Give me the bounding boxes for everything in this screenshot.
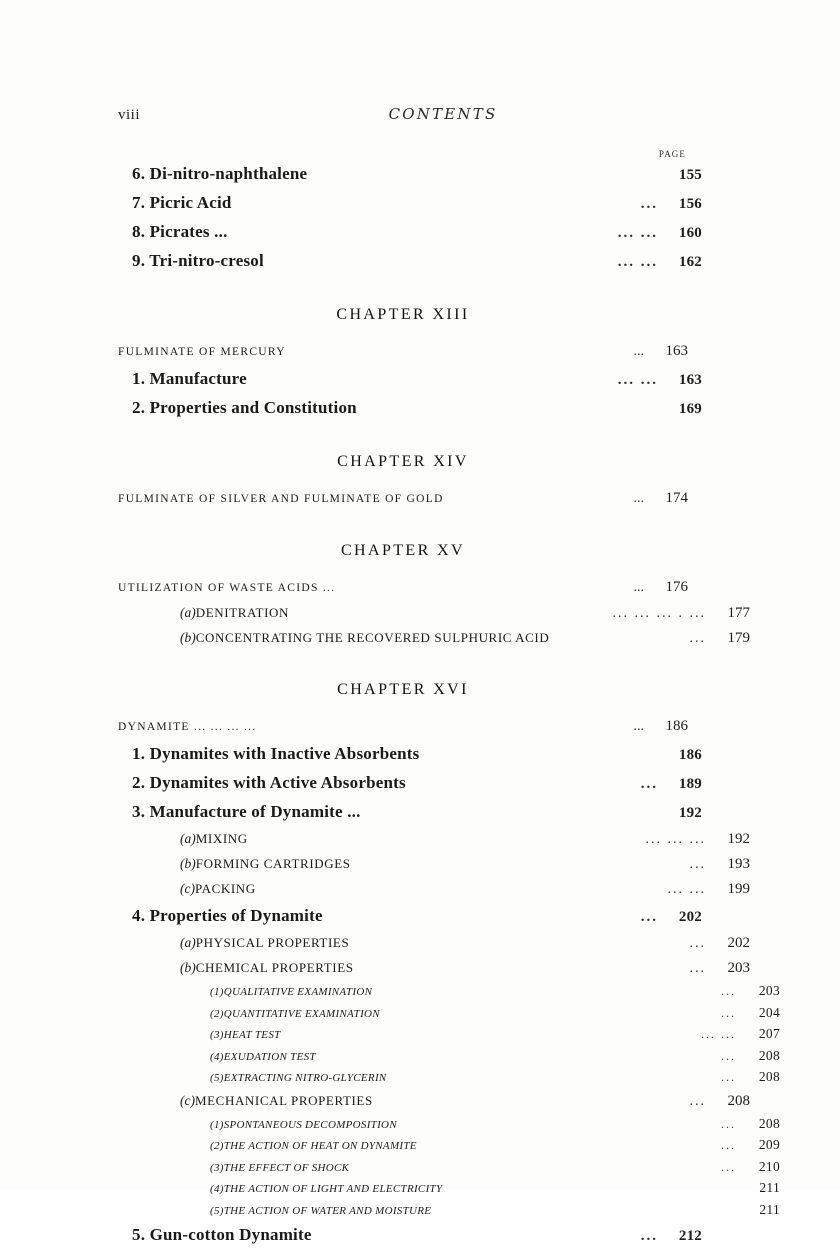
toc-page-number: 163 — [665, 343, 688, 359]
toc-leader-dots: ... — [640, 909, 658, 925]
toc-entry-label: CHEMICAL PROPERTIES — [195, 960, 354, 975]
running-head — [118, 105, 688, 127]
toc-entry-prefix: (5) — [210, 1072, 224, 1084]
toc-page-number: 156 — [678, 196, 702, 212]
toc-entry-label: CONCENTRATING THE RECOVERED SULPHURIC ACID — [195, 630, 550, 645]
toc-page-number: 211 — [759, 1180, 780, 1195]
toc-leader-dots: ... ... ... — [645, 832, 706, 847]
toc-entry-label: 6. Di-nitro-naphthalene — [132, 164, 308, 183]
toc-leader-dots: ... — [640, 196, 658, 212]
toc-leader-dots: ... — [721, 1070, 736, 1084]
toc-page-number: 179 — [727, 630, 750, 646]
toc-entry[interactable] — [118, 485, 688, 512]
toc-page-number: 163 — [678, 372, 702, 388]
toc-page-number: 186 — [665, 718, 688, 734]
toc-entry[interactable] — [118, 1135, 780, 1157]
toc-page-number: 162 — [678, 254, 702, 270]
toc-entry[interactable] — [118, 1157, 780, 1179]
toc-page-number: 199 — [727, 881, 750, 897]
toc-entry-prefix: (b) — [180, 856, 196, 871]
toc-entry-label: 7. Picric Acid — [132, 193, 232, 212]
toc-page-number: 177 — [727, 605, 750, 621]
toc-entry[interactable] — [118, 1046, 780, 1068]
toc-leader-dots: ... — [689, 857, 706, 872]
table-of-contents — [118, 160, 780, 1250]
toc-entry[interactable] — [118, 769, 702, 798]
toc-leader-dots: ... — [721, 1138, 736, 1152]
toc-page-number: 203 — [758, 983, 780, 998]
toc-entry[interactable] — [118, 189, 702, 218]
toc-entry[interactable] — [118, 218, 702, 247]
toc-leader-dots: ... — [689, 936, 706, 951]
toc-entry[interactable] — [118, 1003, 780, 1025]
toc-entry[interactable] — [118, 956, 750, 981]
toc-entry-label: THE ACTION OF WATER AND MOISTURE — [223, 1204, 432, 1217]
toc-entry-label: QUALITATIVE EXAMINATION — [223, 986, 373, 998]
toc-entry[interactable] — [118, 877, 750, 902]
toc-page-number: 186 — [678, 747, 702, 763]
toc-page-number: 208 — [758, 1115, 780, 1131]
toc-entry-label: UTILIZATION OF WASTE ACIDS ... — [118, 582, 336, 594]
toc-leader-dots: ... ... ... . ... — [612, 606, 706, 621]
toc-entry-label: DENITRATION — [195, 605, 290, 620]
toc-entry[interactable] — [118, 852, 750, 877]
toc-leader-dots: ... — [721, 1005, 736, 1020]
toc-entry-prefix: (c) — [180, 1092, 195, 1108]
toc-leader-dots: ... — [721, 1159, 736, 1174]
toc-entry[interactable] — [118, 365, 702, 394]
toc-leader-dots: ... — [721, 984, 736, 998]
toc-entry-label: PHYSICAL PROPERTIES — [195, 935, 350, 950]
toc-entry[interactable] — [118, 798, 702, 827]
toc-leader-dots: ... — [633, 719, 644, 734]
toc-leader-dots: ... — [689, 631, 706, 646]
chapter-heading: CHAPTER XV — [340, 542, 465, 559]
toc-entry[interactable] — [118, 626, 750, 651]
toc-entry-label: 1. Dynamites with Inactive Absorbents — [132, 744, 420, 763]
toc-entry-prefix: (2) — [210, 1007, 224, 1020]
toc-entry-label: FULMINATE OF MERCURY — [118, 346, 286, 358]
toc-entry[interactable] — [118, 713, 688, 740]
toc-entry-label: 2. Properties and Constitution — [132, 398, 357, 417]
toc-entry-label: THE EFFECT OF SHOCK — [223, 1161, 350, 1174]
chapter-heading: CHAPTER XVI — [337, 681, 469, 698]
toc-page-number: 193 — [727, 856, 750, 872]
toc-page-number: 189 — [678, 776, 702, 792]
toc-entry[interactable] — [118, 160, 702, 189]
chapter-heading: CHAPTER XIII — [336, 306, 470, 323]
toc-leader-dots: ... — [721, 1116, 736, 1131]
toc-entry[interactable] — [118, 1221, 702, 1250]
toc-entry-prefix: (1) — [210, 986, 224, 998]
toc-entry-label: 8. Picrates ... — [132, 222, 228, 241]
toc-leader-dots: ... — [721, 1048, 736, 1063]
toc-entry-label: MIXING — [195, 831, 248, 846]
toc-page-number: 208 — [758, 1047, 780, 1063]
toc-entry-prefix: (a) — [180, 605, 196, 620]
toc-entry[interactable] — [118, 1024, 780, 1046]
toc-leader-dots: ... ... — [617, 372, 658, 388]
toc-entry-prefix: (1) — [210, 1118, 224, 1131]
toc-entry-label: 1. Manufacture — [132, 369, 247, 388]
toc-entry-label: EXUDATION TEST — [223, 1050, 316, 1063]
toc-entry-prefix: (c) — [180, 881, 195, 896]
toc-page-number: 209 — [758, 1137, 780, 1152]
toc-entry[interactable] — [118, 247, 702, 276]
toc-leader-dots: ... — [633, 580, 644, 595]
toc-page-number: 203 — [727, 960, 750, 976]
toc-leader-dots: ... ... — [701, 1027, 736, 1041]
toc-page-number: 176 — [665, 579, 688, 595]
toc-page-number: 207 — [758, 1026, 780, 1041]
toc-entry-label: FORMING CARTRIDGES — [195, 856, 351, 871]
toc-entry-label: 4. Properties of Dynamite — [132, 906, 323, 925]
toc-leader-dots: ... ... — [667, 882, 706, 897]
toc-entry-label: THE ACTION OF HEAT ON DYNAMITE — [223, 1140, 417, 1152]
toc-entry-label: HEAT TEST — [223, 1029, 281, 1041]
toc-entry-prefix: (5) — [210, 1204, 224, 1217]
toc-entry-prefix: (a) — [180, 935, 196, 950]
toc-entry-label: 9. Tri-nitro-cresol — [132, 251, 264, 270]
toc-entry-prefix: (3) — [210, 1029, 224, 1041]
toc-entry[interactable] — [118, 740, 702, 769]
toc-entry-label: 5. Gun-cotton Dynamite — [132, 1225, 312, 1244]
toc-page-number: 174 — [665, 490, 688, 506]
toc-page-number: 212 — [678, 1228, 702, 1244]
toc-leader-dots: ... ... — [617, 254, 658, 270]
toc-entry-prefix: (b) — [180, 630, 196, 645]
toc-entry[interactable] — [118, 1114, 780, 1136]
toc-entry-label: 2. Dynamites with Active Absorbents — [132, 773, 406, 792]
toc-leader-dots: ... — [689, 961, 706, 976]
toc-entry[interactable] — [118, 394, 702, 423]
toc-leader-dots: ... — [640, 1228, 658, 1244]
toc-entry-prefix: (b) — [180, 960, 196, 975]
toc-page-number: 155 — [678, 167, 702, 183]
toc-page-number: 160 — [678, 225, 702, 241]
toc-entry[interactable] — [118, 1178, 780, 1200]
toc-page-number: 202 — [678, 909, 702, 925]
toc-entry-prefix: (4) — [210, 1183, 224, 1195]
toc-leader-dots: ... ... — [617, 225, 658, 241]
page-column-header: PAGE — [658, 149, 686, 159]
toc-page-number: 210 — [758, 1158, 780, 1174]
toc-entry-label: EXTRACTING NITRO-GLYCERIN — [223, 1072, 387, 1084]
toc-entry[interactable] — [118, 574, 688, 601]
toc-entry[interactable] — [118, 1089, 750, 1114]
toc-page-number: 204 — [758, 1004, 780, 1020]
toc-entry[interactable] — [118, 1067, 780, 1089]
toc-page-number: 202 — [727, 935, 750, 951]
toc-leader-dots: ... — [633, 491, 644, 506]
toc-entry[interactable] — [118, 601, 750, 626]
toc-entry-label: SPONTANEOUS DECOMPOSITION — [223, 1118, 397, 1131]
toc-content — [118, 105, 780, 1250]
toc-entry-label: THE ACTION OF LIGHT AND ELECTRICITY — [223, 1183, 443, 1195]
toc-leader-dots: ... — [640, 776, 658, 792]
toc-entry-prefix: (3) — [210, 1161, 224, 1174]
toc-page-number: 208 — [758, 1069, 780, 1084]
toc-page-number: 169 — [678, 401, 702, 417]
toc-entry-prefix: (a) — [180, 831, 196, 846]
toc-entry-prefix: (2) — [210, 1140, 224, 1152]
toc-entry-label: FULMINATE OF SILVER AND FULMINATE OF GOLD — [118, 493, 444, 505]
toc-leader-dots: ... — [633, 344, 644, 359]
toc-entry[interactable] — [118, 338, 688, 365]
toc-page-number: 208 — [727, 1092, 750, 1109]
toc-page-number: 192 — [727, 831, 750, 847]
toc-entry[interactable] — [118, 981, 780, 1003]
toc-page-number: 211 — [759, 1201, 780, 1217]
folio-number: viii — [118, 107, 141, 123]
toc-entry[interactable] — [118, 827, 750, 852]
toc-entry[interactable] — [118, 931, 750, 956]
toc-entry-label: DYNAMITE ... ... ... ... — [118, 721, 257, 733]
chapter-heading: CHAPTER XIV — [337, 453, 469, 470]
toc-entry-prefix: (4) — [210, 1050, 224, 1063]
running-title: CONTENTS — [388, 105, 498, 123]
toc-leader-dots: ... — [689, 1093, 706, 1109]
toc-entry[interactable] — [118, 1200, 780, 1222]
toc-entry-label: QUANTITATIVE EXAMINATION — [223, 1007, 380, 1020]
toc-entry[interactable] — [118, 902, 702, 931]
toc-page-number: 192 — [678, 805, 702, 821]
toc-entry-label: MECHANICAL PROPERTIES — [194, 1092, 373, 1108]
toc-entry-label: 3. Manufacture of Dynamite ... — [132, 802, 361, 821]
toc-entry-label: PACKING — [194, 881, 256, 896]
